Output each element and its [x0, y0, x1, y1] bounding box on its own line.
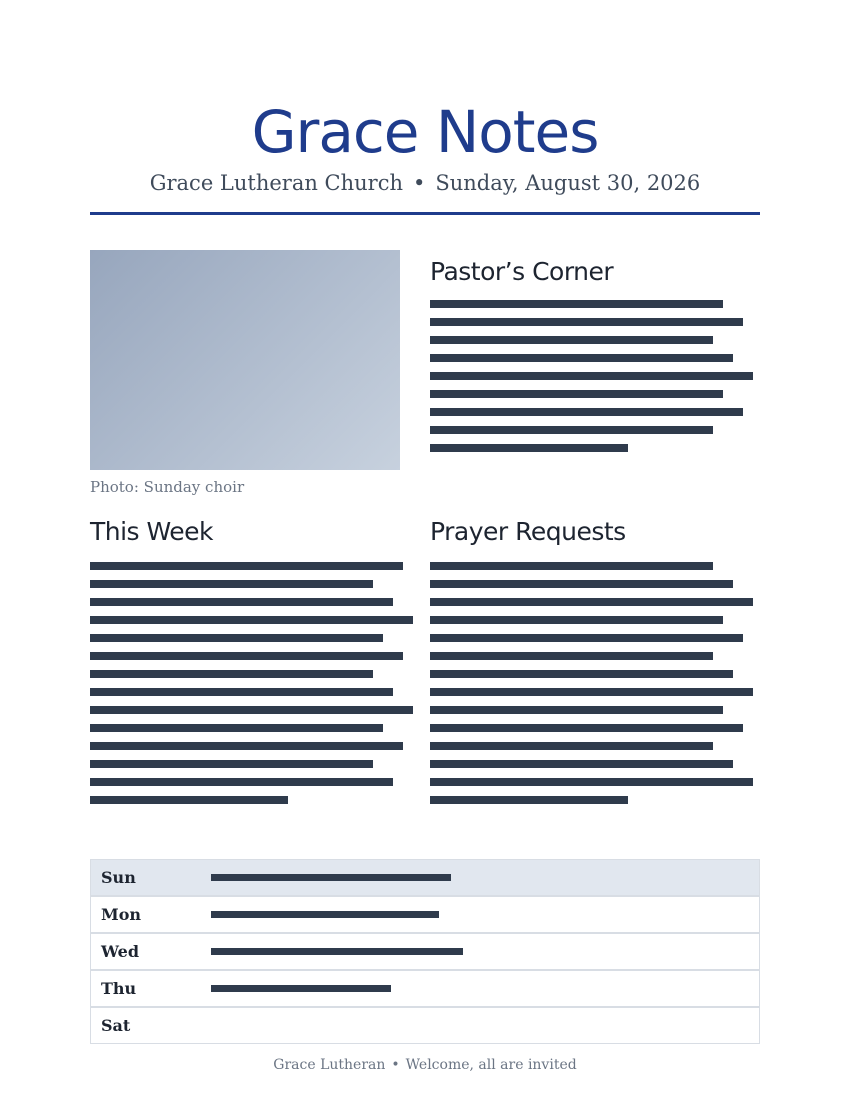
text-line	[430, 796, 628, 804]
subtitle-separator: •	[412, 171, 426, 195]
issue-date: Sunday, August 30, 2026	[435, 171, 701, 195]
text-line	[430, 426, 713, 434]
footer-separator: •	[391, 1057, 400, 1073]
text-line	[211, 985, 391, 992]
text-line	[211, 948, 463, 955]
text-line	[430, 724, 743, 732]
schedule-entry	[211, 860, 760, 897]
prayer-requests-heading: Prayer Requests	[430, 517, 626, 546]
prayer-requests-text	[430, 562, 753, 814]
newsletter-subtitle	[0, 168, 850, 198]
text-line	[430, 670, 733, 678]
text-line	[430, 318, 743, 326]
text-line	[90, 562, 403, 570]
this-week-text	[90, 562, 413, 814]
schedule-day: Mon	[91, 896, 212, 933]
text-line	[90, 598, 393, 606]
schedule-day: Sat	[101, 1016, 131, 1035]
text-line	[211, 911, 439, 918]
schedule-row-sat	[91, 1007, 760, 1044]
schedule-entry	[211, 896, 760, 933]
pastors-corner-text	[430, 300, 753, 462]
text-line	[430, 742, 713, 750]
text-line	[90, 778, 393, 786]
weekly-schedule	[90, 859, 760, 1044]
text-line	[430, 300, 723, 308]
schedule-row-wed	[91, 933, 760, 970]
text-line	[430, 336, 713, 344]
text-line	[430, 688, 753, 696]
schedule-row-mon	[91, 896, 760, 933]
photo-caption: Photo: Sunday choir	[90, 478, 245, 496]
header-rule	[90, 212, 760, 215]
text-line	[430, 634, 743, 642]
text-line	[430, 390, 723, 398]
schedule-day: Thu	[91, 970, 212, 1007]
schedule-day: Sun	[91, 860, 212, 897]
text-line	[430, 652, 713, 660]
text-line	[430, 580, 733, 588]
text-line	[90, 652, 403, 660]
text-line	[90, 796, 288, 804]
newsletter-title: Grace Notes	[251, 98, 599, 166]
schedule-entry	[211, 1007, 760, 1044]
text-line	[430, 760, 733, 768]
text-line	[430, 444, 628, 452]
text-line	[90, 724, 383, 732]
church-name: Grace Lutheran Church	[149, 171, 403, 195]
text-line	[430, 372, 753, 380]
this-week-heading: This Week	[90, 517, 214, 546]
schedule-row-thu	[91, 970, 760, 1007]
text-line	[90, 634, 383, 642]
photo-placeholder	[90, 250, 400, 470]
footer-church: Grace Lutheran	[273, 1057, 386, 1073]
text-line	[430, 778, 753, 786]
text-line	[430, 616, 723, 624]
text-line	[90, 760, 373, 768]
text-line	[430, 706, 723, 714]
text-line	[90, 688, 393, 696]
text-line	[90, 616, 413, 624]
text-line	[430, 598, 753, 606]
pastors-corner-heading: Pastor’s Corner	[430, 257, 614, 286]
text-line	[430, 354, 733, 362]
text-line	[430, 562, 713, 570]
schedule-entry	[211, 933, 760, 970]
text-line	[90, 742, 403, 750]
schedule-row-sun	[91, 860, 760, 897]
text-line	[90, 580, 373, 588]
text-line	[211, 874, 451, 881]
schedule-day: Wed	[91, 933, 212, 970]
page-footer	[0, 1055, 850, 1075]
text-line	[90, 706, 413, 714]
schedule-entry	[211, 970, 760, 1007]
text-line	[90, 670, 373, 678]
text-line	[430, 408, 743, 416]
footer-welcome: Welcome, all are invited	[405, 1057, 577, 1073]
